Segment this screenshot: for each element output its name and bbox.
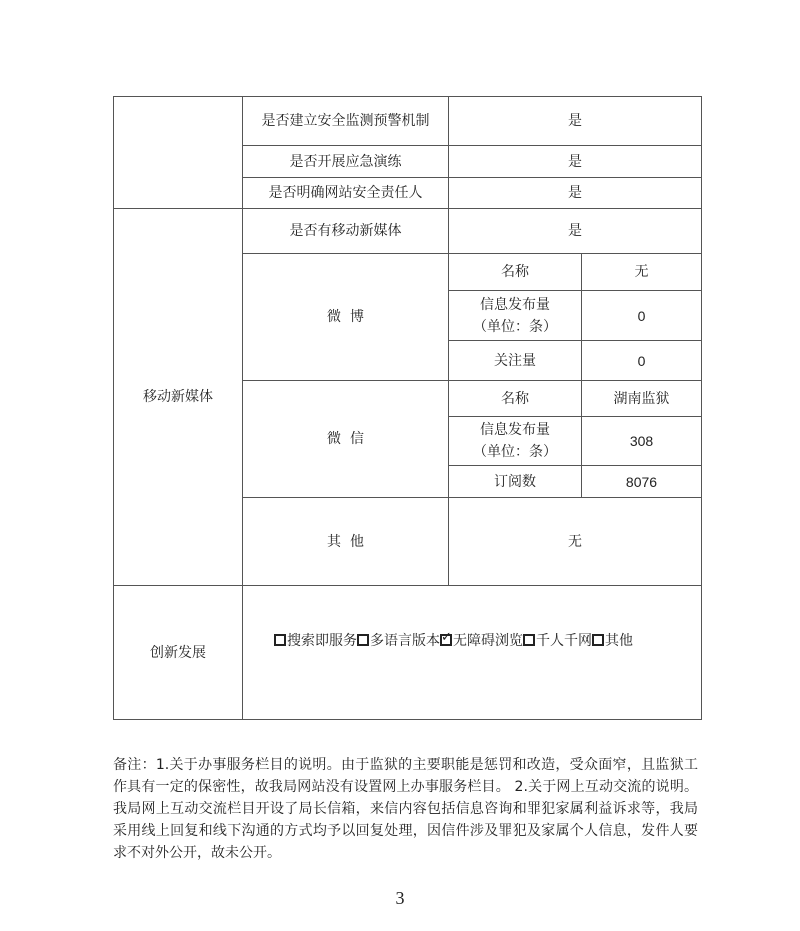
emergency-drill-value: 是 [568,153,582,170]
weibo-posts-value: 0 [637,307,646,324]
checkbox-personalized[interactable] [523,634,535,646]
checkbox-other[interactable] [592,634,604,646]
checkbox-multilingual[interactable] [357,634,369,646]
weibo-name-value: 无 [634,264,649,280]
wechat-posts-value: 308 [629,433,654,449]
weibo-posts-label-line2: （单位：条） [473,318,557,335]
weibo-posts-label-line1: 信息发布量 [480,296,550,313]
wechat-label: 微 信 [327,431,364,447]
option-label-personalized: 千人千网 [536,633,592,649]
grid-line [113,719,702,720]
weibo-posts-label [449,291,581,340]
wechat-subscribers-value: 8076 [625,473,658,490]
remarks-paragraph: 备注：1.关于办事服务栏目的说明。由于监狱的主要职能是惩罚和改造，受众面窄，且监狱工作具有一定的保密性，故我局网站没有设置网上办事服务栏目。 2.关于网上互动交流的说明。我局网上互动交流栏目开设了局长信箱，来信内容包括信息咨询和罪犯家属利益诉求等，我局采用线上回复和线下沟通的方式均予以回复处理，因信件涉及罪犯及家属个人信息，发件人要求不对外公开，故未公开。 [113,757,698,861]
checkbox-accessibility[interactable] [440,634,452,646]
wechat-subscribers-label: 订阅数 [494,473,536,490]
checkbox-search-service[interactable] [274,634,286,646]
emergency-drill-label: 是否开展应急演练 [289,153,402,170]
weibo-followers-label: 关注量 [494,352,536,369]
wechat-posts-label [449,417,581,465]
wechat-posts-label-line1: 信息发布量 [480,422,550,438]
security-responsible-value: 是 [568,185,582,201]
other-value: 无 [568,533,582,550]
wechat-name-value: 湖南监狱 [613,390,670,407]
weibo-name-label: 名称 [501,264,529,280]
weibo-label: 微 博 [327,309,364,325]
grid-line [701,96,702,720]
weibo-followers-value: 0 [637,352,646,369]
wechat-posts-label-line2: （单位：条） [473,444,557,460]
page-number: 3 [395,888,405,908]
innovation-options [274,630,633,650]
option-label-multilingual: 多语言版本 [370,633,440,649]
option-label-accessibility: 无障碍浏览 [453,633,523,649]
option-label-other: 其他 [605,633,633,649]
warning-mechanism-text: 是否建立安全监测预警机制 [261,113,430,129]
wechat-name-label: 名称 [501,390,529,407]
has-new-media-label: 是否有移动新媒体 [289,223,402,239]
innovation-label: 创新发展 [150,644,206,661]
security-responsible-label: 是否明确网站安全责任人 [268,185,423,201]
new-media-section-label: 移动新媒体 [143,389,213,405]
warning-mechanism-value: 是 [568,113,582,129]
option-label-search-service: 搜索即服务 [287,633,357,649]
has-new-media-value: 是 [568,223,582,239]
other-label: 其 他 [327,533,364,550]
warning-mechanism-label [243,97,448,145]
